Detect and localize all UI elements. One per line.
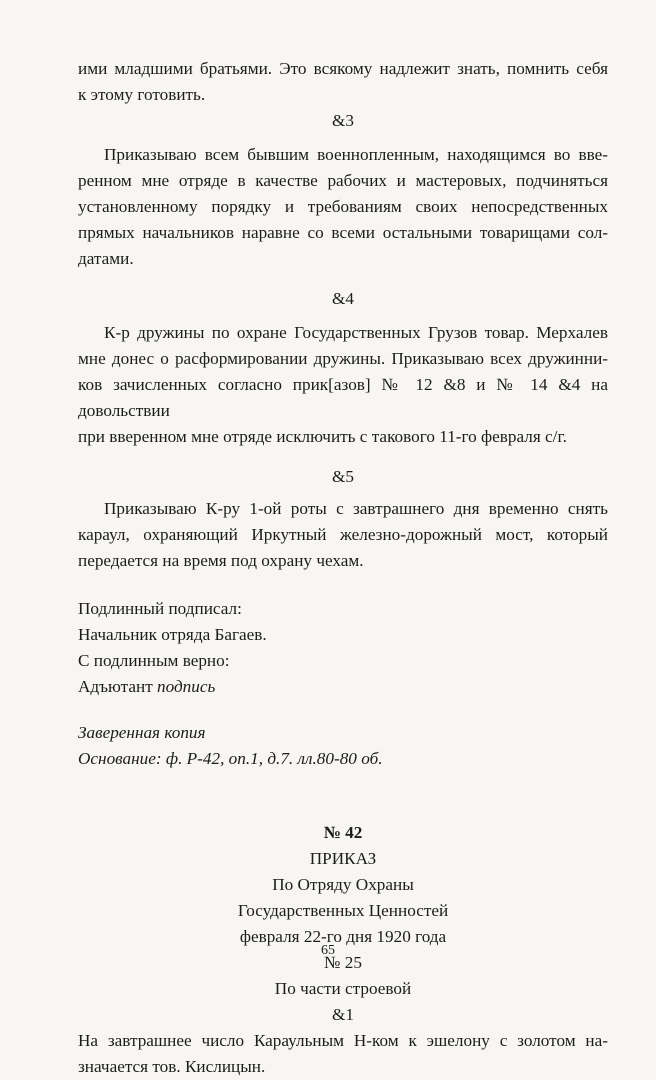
section-5-paragraph — [78, 496, 608, 574]
archive-reference: Основание: ф. Р-42, оп.1, д.7. лл.80-80 об. — [78, 749, 383, 768]
issuer-line: По Отряду Охраны — [272, 875, 414, 894]
signature-line — [78, 674, 608, 700]
text-line: передается на время под охрану чехам. — [78, 551, 364, 570]
document-number: № 42 — [323, 823, 363, 842]
adjutant-label: Адъютант — [78, 677, 158, 696]
text-line: Приказываю всем бывшим военнопленным, находящимся во вве- — [104, 145, 608, 164]
signature-line: Начальник отряда Багаев. — [78, 625, 267, 644]
text-line: караул, охраняющий Иркутный железно-дорожный мост, который — [78, 525, 608, 544]
signature-line: С подлинным верно: — [78, 651, 230, 670]
page-number: 65 — [321, 943, 335, 958]
order-section: По части строевой — [274, 979, 412, 998]
text-line: ренном мне отряде в качестве рабочих и мастеровых, подчиняться — [78, 171, 608, 190]
section-4-paragraph — [78, 320, 608, 450]
text-line: датами. — [78, 249, 134, 268]
signature-line: Подлинный подписал: — [78, 599, 242, 618]
document-page — [78, 56, 608, 1080]
text-line: ими младшими братьями. Это всякому надлежит знать, помнить себя — [78, 59, 608, 78]
text-line: ков зачисленных согласно прик[азов] № 12 &8 и № 14 &4 на довольствии — [78, 375, 608, 420]
certified-copy-label: Заверенная копия — [78, 723, 206, 742]
section-heading-1: &1 — [332, 1005, 354, 1024]
text-line: Приказываю К-ру 1-ой роты с завтрашнего дня временно снять — [104, 499, 608, 518]
text-line: мне донес о расформировании дружины. Приказываю всех дружинни- — [78, 349, 608, 368]
section-3-paragraph — [78, 142, 608, 272]
section-heading-3: &3 — [332, 111, 354, 130]
signature-placeholder: подпись — [157, 677, 216, 696]
order-number: № 25 — [324, 953, 362, 972]
document-42-paragraph — [78, 1028, 608, 1080]
issuer-line: Государственных Ценностей — [237, 901, 449, 920]
text-line: На завтрашнее число Караульным Н-ком к эшелону с золотом на- — [78, 1031, 608, 1050]
text-line: прямых начальников наравне со всеми остальными товарищами сол- — [78, 223, 608, 242]
text-line: к этому готовить. — [78, 85, 206, 104]
intro-paragraph — [78, 56, 608, 108]
text-line: установленному порядку и требованиям своих непосредственных — [78, 197, 608, 216]
section-heading-4: &4 — [332, 289, 354, 308]
document-date: февраля 22-го дня 1920 года — [239, 927, 447, 946]
document-42-header — [78, 820, 608, 1028]
text-line: значается тов. Кислицын. — [78, 1057, 266, 1076]
signature-block — [78, 596, 608, 700]
text-line: К-р дружины по охране Государственных Грузов товар. Мерхалев — [104, 323, 608, 342]
document-title: ПРИКАЗ — [309, 849, 377, 868]
certification-block — [78, 720, 608, 772]
section-heading-5: &5 — [332, 467, 354, 486]
text-line: при вверенном мне отряде исключить с такового 11-го февраля с/г. — [78, 427, 567, 446]
